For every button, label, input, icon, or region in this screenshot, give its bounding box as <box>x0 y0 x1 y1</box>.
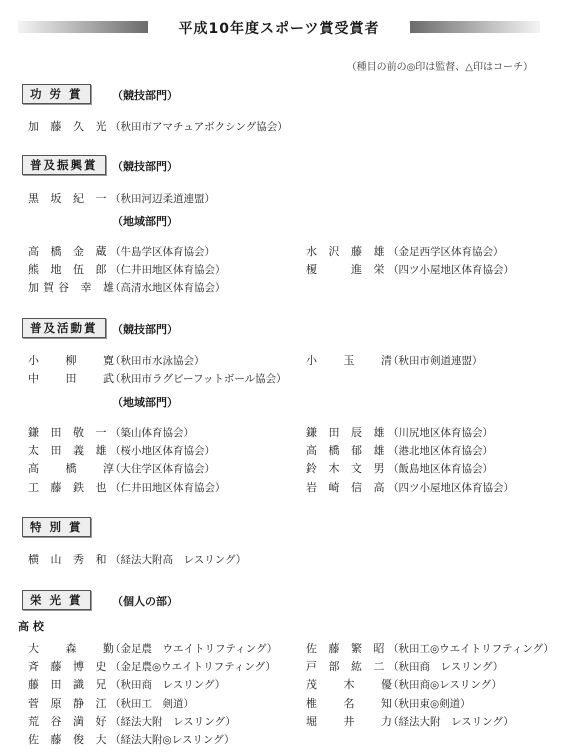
awardee-row <box>28 658 276 674</box>
awardee-organization: （秋田東◎剣道） <box>388 697 471 710</box>
awardee-row <box>306 424 493 440</box>
awardee-organization: （経法大附 レスリング） <box>110 715 236 728</box>
awardee-row <box>28 479 226 495</box>
awardee-organization: （牛島学区体育協会） <box>110 246 215 258</box>
awardee-row <box>28 676 225 692</box>
awardee-row <box>306 352 483 368</box>
awardee-name: 加 藤 久 光 <box>28 120 111 133</box>
awardee-organization: （経法大附 レスリング） <box>388 715 514 728</box>
awardee-name: 工 藤 鉄 也 <box>28 480 111 494</box>
awardee-name: 藤 田 識 兄 <box>28 678 111 692</box>
awardee-row <box>28 695 194 711</box>
title-bar-right <box>410 21 540 33</box>
award-promo-label: 普及振興賞 <box>22 155 106 175</box>
awardee-organization: （経法大附高 レスリング） <box>110 554 247 566</box>
awardee-organization: （金足農◎ウエイトリフティング） <box>110 661 276 674</box>
awardee-organization: （金足農 ウエイトリフティング） <box>110 643 278 655</box>
awardee-name: 水 沢 藤 雄 <box>306 245 389 258</box>
awardee-name: 高 橋 淳 <box>28 462 118 476</box>
awardee-name: 荒 谷 満 好 <box>28 714 111 728</box>
awardee-name: 鎌 田 辰 雄 <box>306 426 389 439</box>
awardee-organization: （秋田工◎ウエイトリフティング） <box>388 643 554 655</box>
awardee-name: 加賀谷 幸 雄 <box>28 281 118 295</box>
awardee-row <box>306 695 471 711</box>
awardee-row <box>28 352 205 368</box>
awardee-organization: （四ツ小屋地区体育協会） <box>388 481 514 494</box>
award-glory-label: 栄 光 賞 <box>22 590 91 610</box>
awardee-organization: （金足西学区体育協会） <box>388 246 504 258</box>
awardee-row <box>28 190 215 206</box>
awardee-row <box>28 424 194 440</box>
awardee-name: 高 橋 金 蔵 <box>28 245 111 258</box>
awardee-name: 鈴 木 文 男 <box>306 462 389 476</box>
awardee-row <box>306 460 493 476</box>
awardee-name: 高 橋 郁 雄 <box>306 444 389 458</box>
award-activity-label: 普及活動賞 <box>22 318 106 338</box>
page-title: 平成10年度スポーツ賞受賞者 <box>178 21 380 37</box>
award-merit-label: 功 労 賞 <box>22 84 91 104</box>
awardee-row <box>28 551 246 567</box>
awardee-organization: （仁井田地区体育協会） <box>110 481 226 494</box>
awardee-name: 戸 部 紘 二 <box>306 660 389 674</box>
awardee-name: 中 田 武 <box>28 372 118 386</box>
awardee-name: 斉 藤 博 史 <box>28 660 111 674</box>
awardee-organization: （川尻地区体育協会） <box>388 427 493 439</box>
awardee-row <box>306 243 504 259</box>
glory-school-label: 高 校 <box>18 620 44 633</box>
awardee-row <box>306 442 493 458</box>
awardee-organization: （秋田商 レスリング） <box>388 661 504 674</box>
awardee-organization: （秋田商◎レスリング） <box>388 679 502 692</box>
awardee-row <box>306 713 514 729</box>
awardee-row <box>28 118 288 134</box>
awardee-row <box>28 640 277 656</box>
awardee-name: 鎌 田 敬 一 <box>28 426 111 439</box>
awardee-name: 大 森 勤 <box>28 642 118 655</box>
awardee-row <box>28 713 236 729</box>
awardee-name: 小 玉 清 <box>306 354 396 367</box>
awardee-row <box>28 460 215 476</box>
awardee-name: 小 柳 寛 <box>28 354 118 367</box>
promo-category-region: （地域部門） <box>112 215 178 228</box>
awardee-row <box>28 261 226 277</box>
promo-category-comp: （競技部門） <box>112 160 178 173</box>
awardee-organization: （経法大附◎レスリング） <box>110 734 235 746</box>
awardee-organization: （高清水地区体育協会） <box>110 282 226 295</box>
awardee-organization: （仁井田地区体育協会） <box>110 264 226 277</box>
awardee-row <box>28 370 287 386</box>
awardee-name: 茂 木 優 <box>306 678 396 692</box>
awardee-name: 堀 井 力 <box>306 714 396 728</box>
awardee-name: 菅 原 静 江 <box>28 696 111 710</box>
awardee-organization: （秋田市剣道連盟） <box>388 355 483 367</box>
awardee-name: 黒 坂 紀 一 <box>28 192 111 205</box>
awardee-name: 太 田 義 雄 <box>28 444 111 458</box>
awardee-organization: （大住学区体育協会） <box>110 463 215 476</box>
awardee-organization: （四ツ小屋地区体育協会） <box>388 264 514 277</box>
awardee-organization: （秋田市アマチュアボクシング協会） <box>110 121 288 133</box>
awardee-row <box>28 279 226 295</box>
activity-category-comp: （競技部門） <box>112 323 178 336</box>
awardee-row <box>306 658 503 674</box>
awardee-row <box>306 261 514 277</box>
awardee-organization: （桜小地区体育協会） <box>110 445 215 458</box>
awardee-organization: （秋田市ラグビーフットボール協会） <box>110 373 287 386</box>
awardee-organization: （築山体育協会） <box>110 427 194 439</box>
awardee-name: 熊 地 伍 郎 <box>28 263 111 277</box>
legend-note: （種目の前の◎印は監督、△印はコーチ） <box>346 62 533 73</box>
awardee-name: 椎 名 知 <box>306 696 396 710</box>
awardee-row <box>28 731 234 747</box>
awardee-organization: （秋田工 剣道） <box>110 697 194 710</box>
merit-category: （競技部門） <box>112 89 178 102</box>
awardee-organization: （飯島地区体育協会） <box>388 463 493 476</box>
awardee-row <box>306 676 502 692</box>
awardee-organization: （港北地区体育協会） <box>388 445 493 458</box>
awardee-row <box>306 479 514 495</box>
awardee-row <box>28 243 215 259</box>
awardee-name: 佐 藤 繁 昭 <box>306 642 389 655</box>
awardee-name: 榎 進 栄 <box>306 263 389 277</box>
awardee-name: 岩 崎 信 高 <box>306 480 389 494</box>
title-bar-left <box>18 21 148 33</box>
awardee-name: 佐 藤 俊 大 <box>28 733 111 746</box>
glory-category: （個人の部） <box>112 595 178 608</box>
title-banner <box>18 18 540 36</box>
awardee-organization: （秋田商 レスリング） <box>110 679 226 692</box>
awardee-organization: （秋田市水泳協会） <box>110 355 205 367</box>
activity-category-region: （地域部門） <box>112 396 178 409</box>
awardee-name: 横 山 秀 和 <box>28 553 111 566</box>
awardee-row <box>306 640 554 656</box>
awardee-organization: （秋田河辺柔道連盟） <box>110 193 215 205</box>
awardee-row <box>28 442 215 458</box>
award-special-label: 特 別 賞 <box>22 517 91 537</box>
